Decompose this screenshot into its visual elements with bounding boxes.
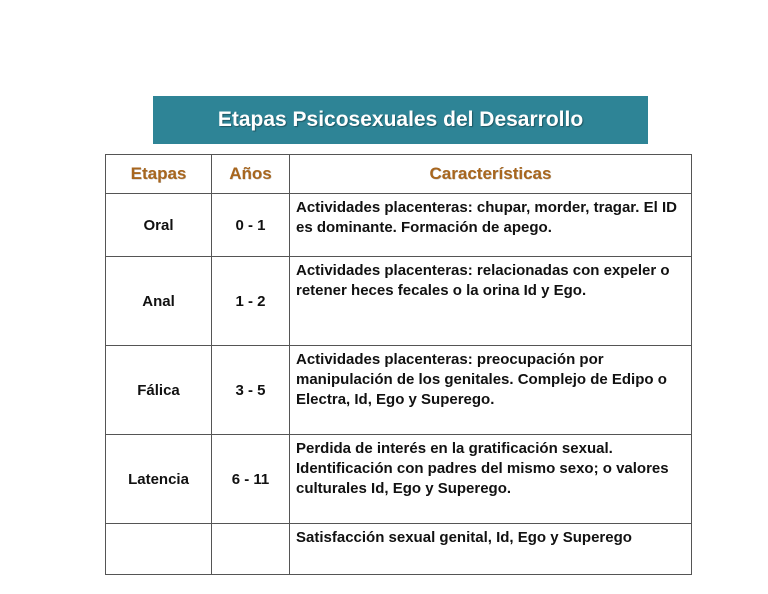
years-cell: 3 - 5 — [212, 346, 290, 435]
characteristics-cell: Actividades placenteras: chupar, morder, tragar. El ID es dominante. Formación de apego. — [290, 194, 692, 257]
stages-table-container — [105, 154, 691, 546]
title-text: Etapas Psicosexuales del Desarrollo — [217, 108, 584, 131]
table-row — [106, 524, 692, 575]
header-anos: Años — [212, 155, 290, 194]
table-row — [106, 435, 692, 524]
table-header-row — [106, 155, 692, 194]
years-cell: 6 - 11 — [212, 435, 290, 524]
stage-cell: Oral — [106, 194, 212, 257]
years-cell: 0 - 1 — [212, 194, 290, 257]
years-cell — [212, 524, 290, 575]
stage-cell — [106, 524, 212, 575]
stage-cell: Fálica — [106, 346, 212, 435]
stage-cell: Latencia — [106, 435, 212, 524]
header-etapas: Etapas — [106, 155, 212, 194]
years-cell: 1 - 2 — [212, 257, 290, 346]
page-title — [153, 96, 648, 144]
characteristics-cell: Actividades placenteras: preocupación por manipulación de los genitales. Complejo de Edipo o Electra, Id, Ego y Superego. — [290, 346, 692, 435]
table-row — [106, 257, 692, 346]
header-caracteristicas: Características — [290, 155, 692, 194]
characteristics-cell: Satisfacción sexual genital, Id, Ego y Superego — [290, 524, 692, 575]
stages-table — [105, 154, 692, 575]
characteristics-cell: Actividades placenteras: relacionadas con expeler o retener heces fecales o la orina Id y Ego. — [290, 257, 692, 346]
stage-cell: Anal — [106, 257, 212, 346]
characteristics-cell: Perdida de interés en la gratificación sexual. Identificación con padres del mismo sexo; o valores culturales Id, Ego y Superego. — [290, 435, 692, 524]
table-row — [106, 194, 692, 257]
table-row — [106, 346, 692, 435]
